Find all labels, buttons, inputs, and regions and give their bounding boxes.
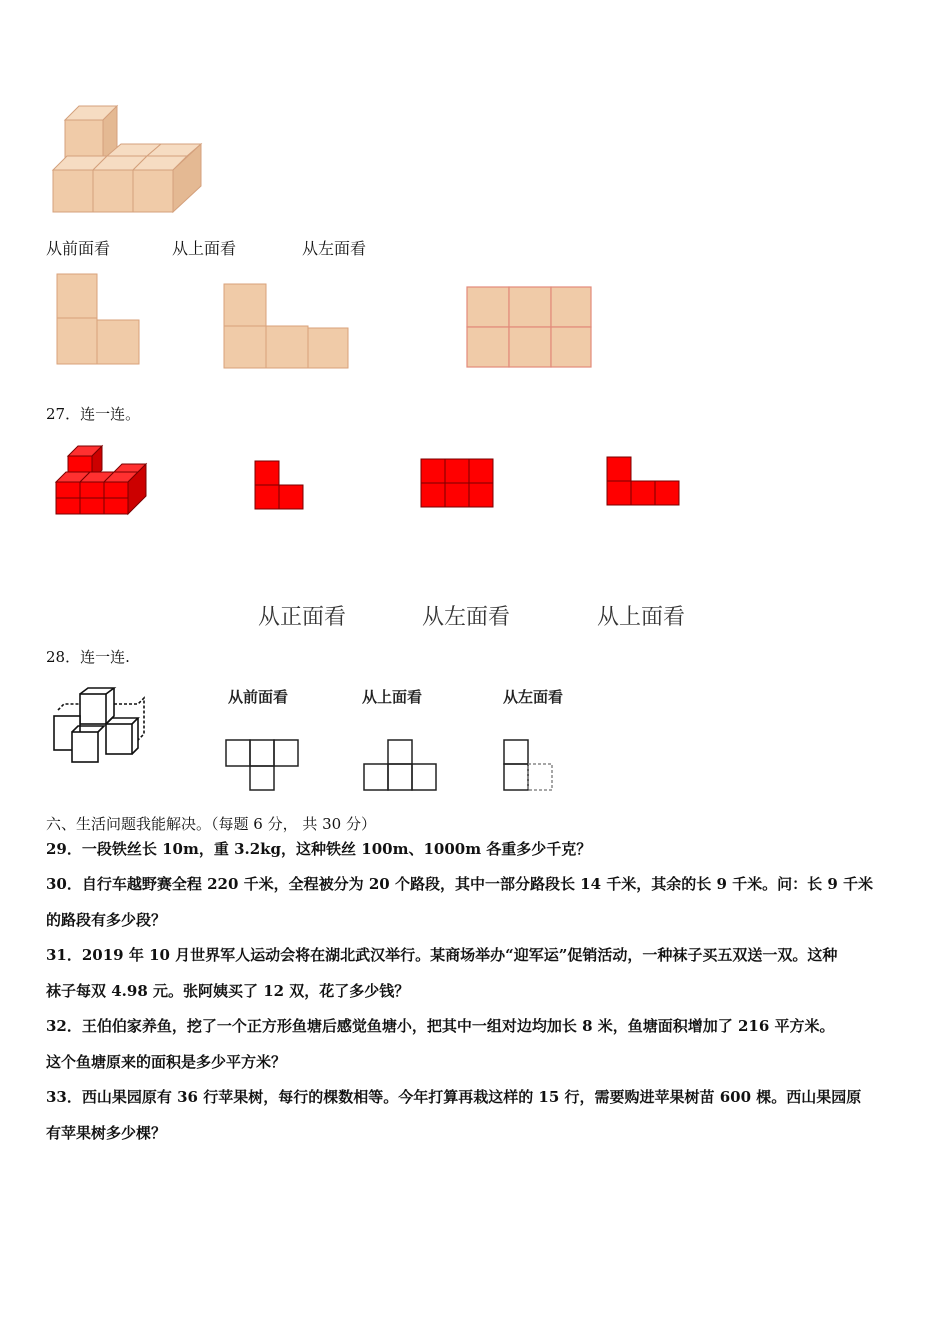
fig1-label-left: 从左面看 xyxy=(302,239,367,258)
question-33-line2: 有苹果树多少棵？ xyxy=(46,1124,167,1142)
question-33-line1: 33．西山果园原有 36 行苹果树，每行的棵数相等。今年打算再栽这样的 15 行，需要购进苹果树苗 600 棵。西山果园原 xyxy=(46,1088,862,1106)
q27-view-b[interactable] xyxy=(420,458,496,510)
q27-label-top[interactable]: 从上面看 xyxy=(597,605,686,630)
q28-title: 28．连一连. xyxy=(46,648,130,666)
q27-title: 27．连一连。 xyxy=(46,405,141,423)
question-32-line1: 32．王伯伯家养鱼，挖了一个正方形鱼塘后感觉鱼塘小，把其中一组对边均加长 8 米，鱼塘面积增加了 216 平方米。 xyxy=(46,1017,835,1035)
question-31-line2: 袜子每双 4.98 元。张阿姨买了 12 双，花了多少钱？ xyxy=(46,982,410,1000)
q28-view-b[interactable] xyxy=(362,738,442,794)
question-31-line1: 31．2019 年 10 月世界军人运动会将在湖北武汉举行。某商场举办“迎军运”促销活动，一种袜子买五双送一双。这种 xyxy=(46,946,838,964)
question-30-line2: 的路段有多少段？ xyxy=(46,911,167,929)
question-32-line2: 这个鱼塘原来的面积是多少平方米？ xyxy=(46,1053,287,1071)
section6-heading: 六、生活问题我能解决。（每题 6 分， 共 30 分） xyxy=(46,815,376,833)
fig1-view-c[interactable] xyxy=(465,285,595,369)
q28-label-left: 从左面看 xyxy=(503,688,564,706)
q28-view-c[interactable] xyxy=(502,738,558,794)
fig1-label-front: 从前面看 xyxy=(46,239,111,258)
wireframe-cube-solid[interactable] xyxy=(50,686,150,766)
q27-label-left[interactable]: 从左面看 xyxy=(422,605,511,630)
question-29: 29．一段铁丝长 10m，重 3.2kg，这种铁丝 100m、1000m 各重多少千克？ xyxy=(46,840,592,858)
fig1-view-a[interactable] xyxy=(55,272,145,368)
beige-cube-solid xyxy=(45,100,215,220)
fig1-view-b[interactable] xyxy=(222,282,352,370)
fig1-label-top: 从上面看 xyxy=(172,239,237,258)
q27-view-a[interactable] xyxy=(254,460,306,512)
q28-label-front: 从前面看 xyxy=(228,688,289,706)
q27-view-c[interactable] xyxy=(606,456,682,508)
question-30-line1: 30．自行车越野赛全程 220 千米，全程被分为 20 个路段，其中一部分路段长 14 千米，其余的长 9 千米。问：长 9 千米 xyxy=(46,875,874,893)
q28-view-a[interactable] xyxy=(224,738,304,794)
q28-label-top: 从上面看 xyxy=(362,688,423,706)
red-cube-solid[interactable] xyxy=(52,442,152,520)
q27-label-front[interactable]: 从正面看 xyxy=(258,605,347,630)
